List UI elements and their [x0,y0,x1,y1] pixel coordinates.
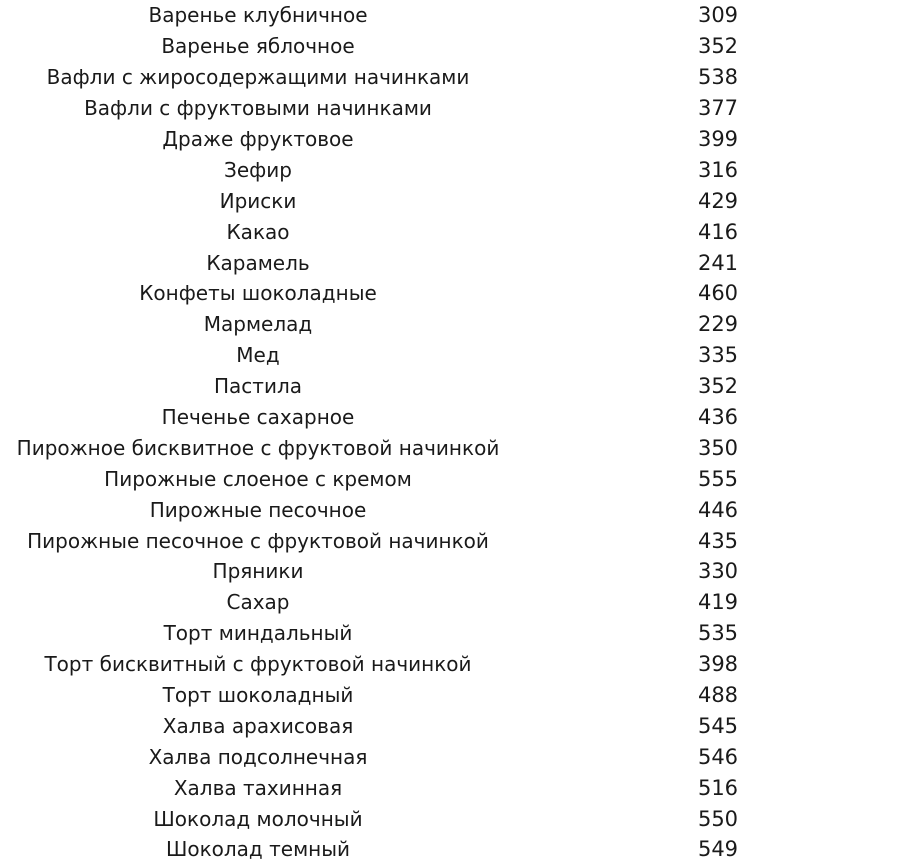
calorie-value: 460 [697,281,739,306]
product-name: Варенье клубничное [148,3,368,28]
calorie-value: 398 [697,652,739,677]
calorie-value: 419 [697,590,739,615]
calorie-value: 555 [697,466,739,491]
calorie-value: 399 [697,127,739,151]
calorie-value: 416 [697,219,739,244]
product-name: Пастила [214,374,302,399]
product-name: Карамель [206,250,310,275]
product-name: Пирожное бисквитное с фруктовой начинкой [16,435,500,460]
product-name: Торт шоколадный [162,683,354,708]
product-name: Торт бисквитный с фруктовой начинкой [44,652,472,677]
table-row [0,216,920,247]
calorie-value: 538 [697,65,739,90]
table-row [0,494,920,525]
calorie-value: 545 [697,713,739,738]
calorie-value: 350 [697,435,739,460]
calorie-value: 436 [697,405,739,430]
product-name: Пирожные песочное с фруктовой начинкой [27,528,489,553]
calorie-value: 309 [697,3,739,28]
calorie-value: 330 [697,559,739,584]
table-row [0,772,920,803]
table-row [0,587,920,618]
product-name: Пряники [212,559,304,584]
table-row [0,247,920,278]
calorie-value: 550 [697,806,739,831]
product-name: Варенье яблочное [161,34,355,59]
table-row [0,710,920,741]
calorie-value: 429 [697,188,739,213]
table-row [0,0,920,31]
calorie-value: 241 [697,250,739,275]
table-row [0,618,920,649]
product-name: Сахар [226,590,290,615]
calorie-value: 352 [697,374,739,399]
table-row [0,556,920,587]
calorie-value: 229 [697,312,739,337]
table-row [0,741,920,772]
table-row [0,803,920,834]
table-row [0,525,920,556]
product-name: Шоколад молочный [153,806,363,831]
product-name: Мармелад [203,312,313,337]
product-name: Конфеты шоколадные [139,281,377,306]
product-name: Мед [236,343,280,368]
product-name: Торт миндальный [163,621,353,646]
table-row [0,371,920,402]
table-row [0,680,920,711]
calorie-value: 446 [697,497,739,522]
product-name: Драже фруктовое [162,127,354,151]
table-row [0,62,920,93]
table-row [0,185,920,216]
table-row [0,463,920,494]
product-name: Ириски [219,188,297,213]
table-row [0,278,920,309]
calorie-value: 435 [697,528,739,553]
table-row [0,124,920,155]
table-row [0,154,920,185]
calorie-value: 535 [697,621,739,646]
table-row [0,432,920,463]
product-name: Халва арахисовая [162,713,354,738]
product-name: Какао [226,219,290,244]
calorie-value: 335 [697,343,739,368]
product-name: Вафли с жиросодержащими начинками [46,65,470,90]
calorie-value: 549 [697,837,739,862]
product-name: Зефир [224,157,292,182]
table-row [0,340,920,371]
product-name: Шоколад темный [165,837,351,862]
table-row [0,649,920,680]
table-row [0,31,920,62]
calorie-value: 377 [697,96,739,121]
product-name: Халва подсолнечная [148,744,368,769]
product-name: Вафли с фруктовыми начинками [84,96,432,121]
product-name: Пирожные слоеное с кремом [104,466,412,491]
product-name: Пирожные песочное [149,497,367,522]
calorie-value: 488 [697,683,739,708]
table-row [0,834,920,865]
product-name: Халва тахинная [173,775,343,800]
calorie-value: 316 [697,157,739,182]
table-row [0,309,920,340]
table-row [0,93,920,124]
calorie-value: 352 [697,34,739,59]
product-name: Печенье сахарное [161,405,355,430]
calorie-value: 546 [697,744,739,769]
table-row [0,402,920,433]
calorie-value: 516 [697,775,739,800]
